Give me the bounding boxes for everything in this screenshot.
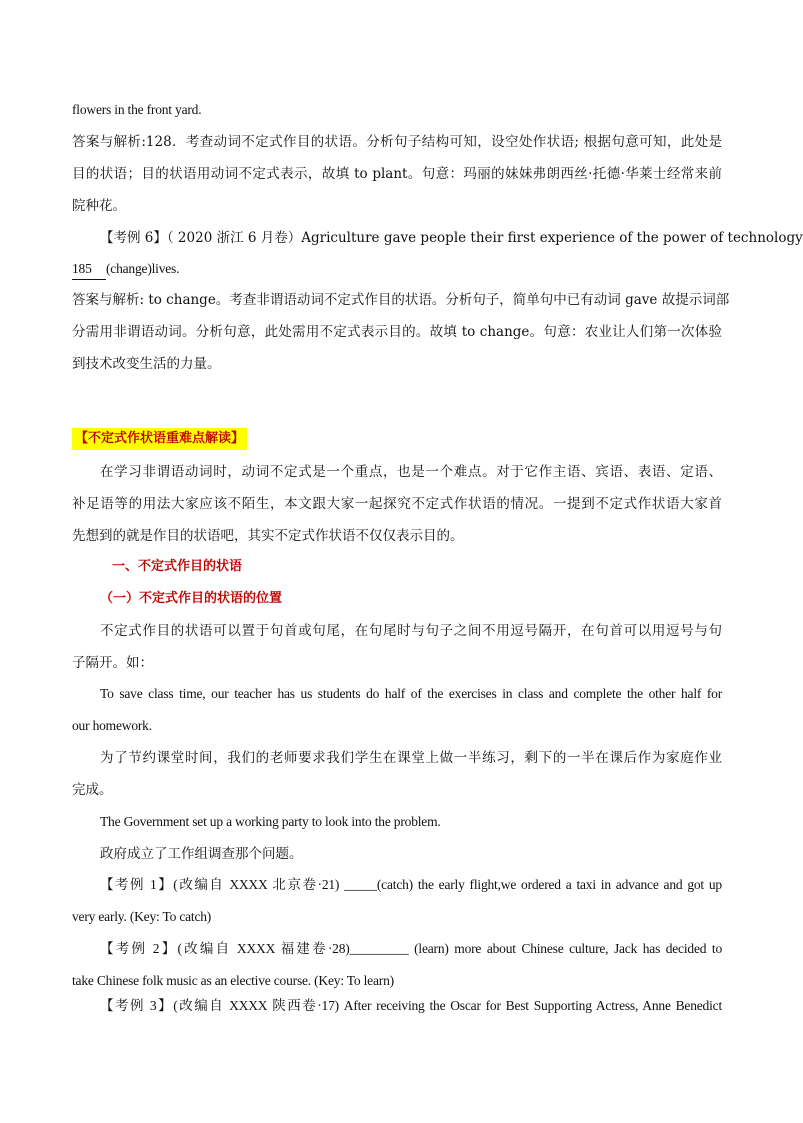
exam-example-label: 【考例 1】(改编自 XXXX 北京卷·21) — [100, 877, 340, 892]
section-heading: 【不定式作状语重难点解读】 — [72, 428, 247, 450]
answer-analysis-line: 答案与解析: to change。考查非谓语动词不定式作目的状语。分析句子，简单句中已有动词 gave 故提示词部 — [72, 292, 730, 308]
answer-analysis-line: 分需用非谓语动词。分析句意，此处需用不定式表示目的。故填 to change。句意：农业让人们第一次体验 — [72, 324, 722, 340]
subsection-title: （一）不定式作目的状语的位置 — [100, 591, 283, 606]
example-sentence: our homework. — [72, 718, 152, 733]
exam-example-1 — [100, 875, 722, 895]
example-sentence: The Government set up a working party to look into the problem. — [100, 814, 441, 829]
answer-analysis-line: 目的状语；目的状语用动词不定式表示，故填 to plant。句意：玛丽的妹妹弗朗西丝·托德·华莱士经常来前 — [72, 166, 722, 182]
subsection-title: 一、不定式作目的状语 — [112, 559, 243, 574]
exam-example-3: 【考例 3】(改编自 XXXX 陕西卷·17) After receiving the Oscar for Best Supporting Actress, Anne Benedict — [100, 998, 722, 1013]
example-6-blank-line — [72, 259, 722, 280]
exam-example-key: take Chinese folk music as an elective course. (Key: To learn) — [72, 973, 394, 988]
answer-blank: _____ — [344, 877, 377, 892]
example-6-line: 【考例 6】（ 2020 浙江 6 月卷）Agriculture gave people their first experience of the power of technology — [100, 230, 803, 246]
answer-analysis-line: 答案与解析:128．考查动词不定式作目的状语。分析句子结构可知，设空处作状语; 根据句意可知，此处是 — [72, 134, 722, 150]
exam-example-key: very early. (Key: To catch) — [72, 909, 212, 924]
answer-analysis-line: 院种花。 — [72, 198, 126, 214]
answer-analysis-line: 到技术改变生活的力量。 — [72, 356, 221, 372]
paragraph-line: 补足语等的用法大家应该不陌生，本文跟大家一起探究不定式作状语的情况。一提到不定式作状语大家首 — [72, 496, 722, 512]
translation-line: 完成。 — [72, 782, 113, 798]
translation-line: 为了节约课堂时间，我们的老师要求我们学生在课堂上做一半练习，剩下的一半在课后作为家庭作业 — [100, 750, 722, 766]
blank-hint: (change)lives. — [106, 261, 180, 276]
paragraph-line: 不定式作目的状语可以置于句首或句尾，在句尾时与句子之间不用逗号隔开，在句首可以用逗号与句 — [100, 623, 722, 639]
example-sentence: To save class time, our teacher has us students do half of the exercises in class and complete the other half for — [100, 686, 722, 701]
text-line: flowers in the front yard. — [72, 102, 202, 117]
paragraph-line: 先想到的就是作目的状语吧，其实不定式作状语不仅仅表示目的。 — [72, 528, 464, 544]
exam-example-text: (catch) the early flight,we ordered a taxi in advance and got up — [376, 877, 722, 892]
exam-example-2: 【考例 2】(改编自 XXXX 福建卷·28)_________ (learn) more about Chinese culture, Jack has decided to — [100, 941, 722, 956]
blank-number: 185 — [72, 259, 106, 280]
paragraph-line: 在学习非谓语动词时，动词不定式是一个重点，也是一个难点。对于它作主语、宾语、表语、定语、 — [100, 464, 722, 480]
paragraph-line: 子隔开。如： — [72, 655, 153, 671]
translation-line: 政府成立了工作组调查那个问题。 — [100, 846, 303, 862]
